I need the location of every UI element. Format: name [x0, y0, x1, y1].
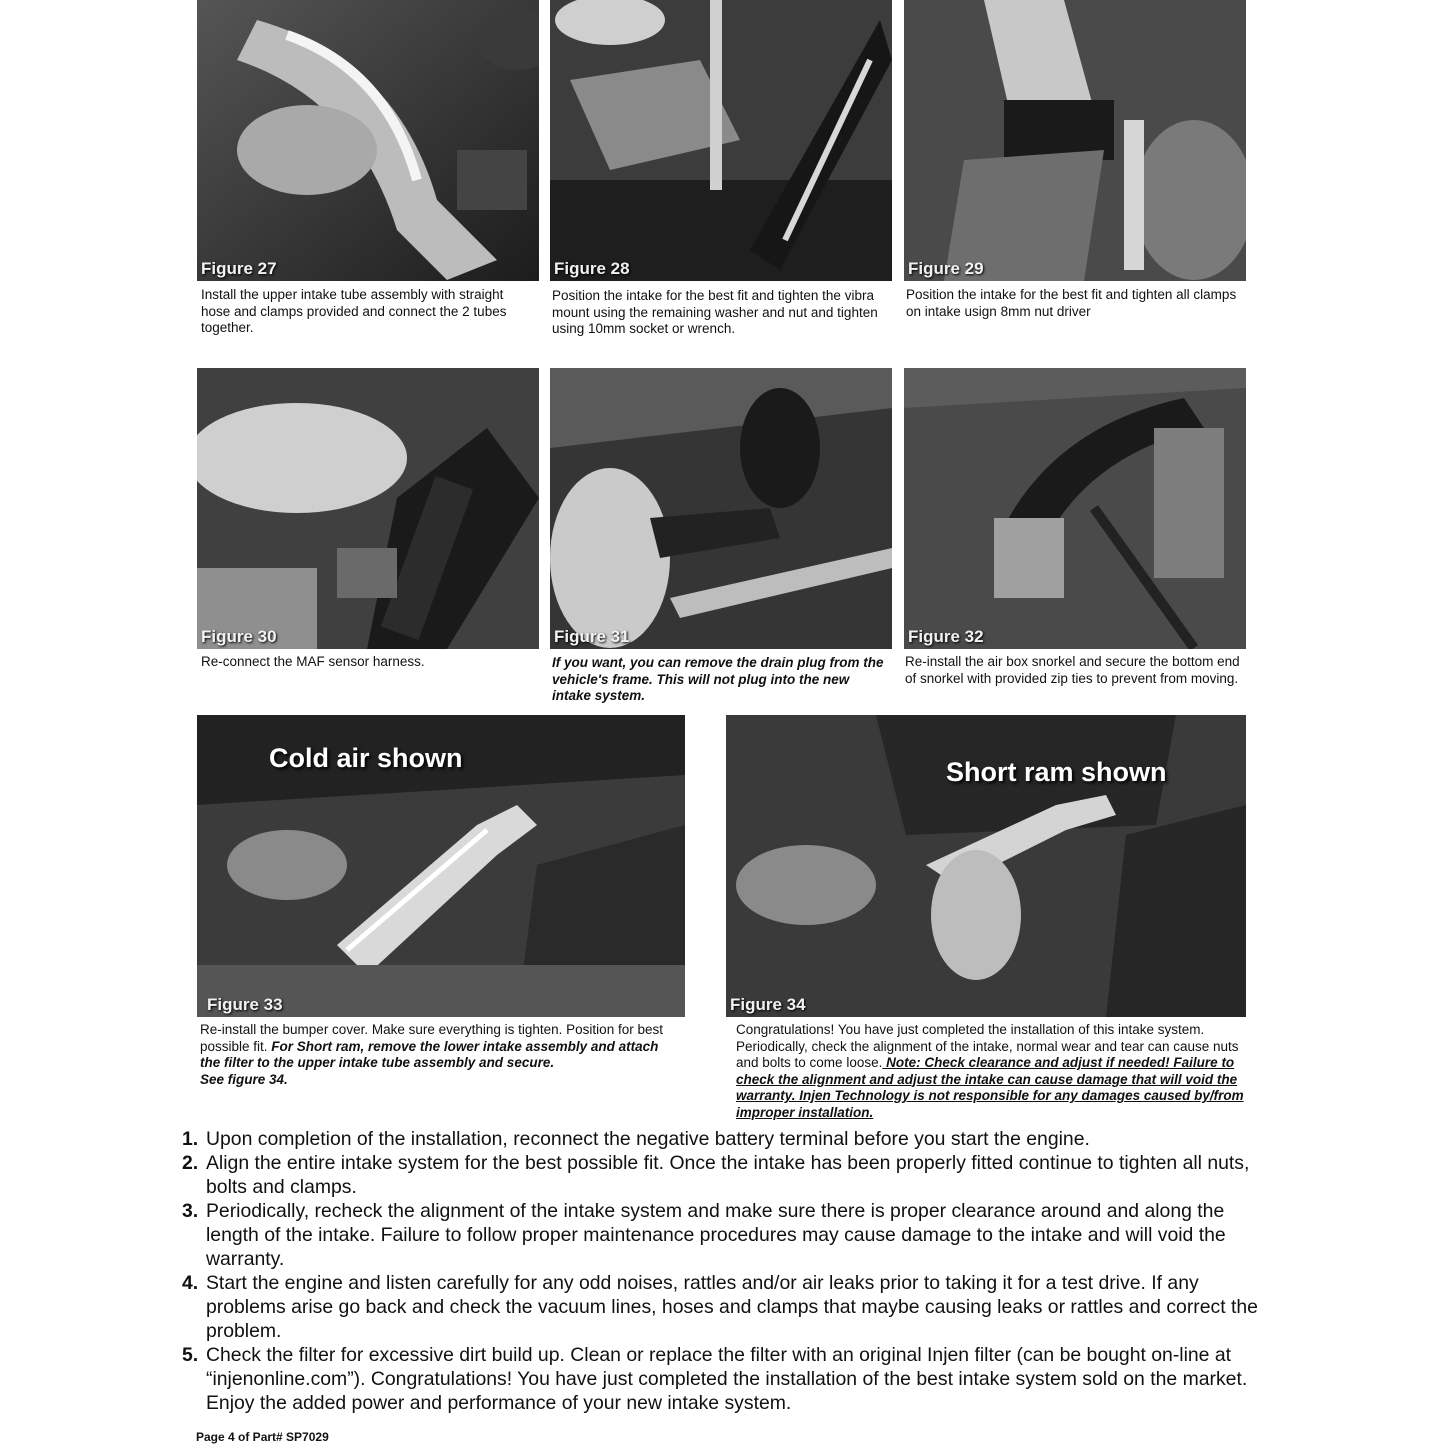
- figure-34-caption: [736, 1022, 1248, 1121]
- step-item: [182, 1343, 1272, 1415]
- figure-31-photo: [550, 368, 892, 649]
- figure-29-photo: [904, 0, 1246, 281]
- figure-33-caption-reference: See figure 34.: [200, 1071, 288, 1087]
- step-text: Start the engine and listen carefully for any odd noises, rattles and/or air leaks prior to taking it for a test drive. If any problems arise go back and check the vacuum lines, hoses and clamps that maybe causing leaks or rattles and correct the problem.: [206, 1272, 1258, 1342]
- figure-28-photo: [550, 0, 892, 281]
- figure-33-photo: [197, 715, 685, 1017]
- figure-label: Figure 28: [554, 259, 630, 278]
- page-footer: Page 4 of Part# SP7029: [196, 1430, 329, 1444]
- figure-label: Figure 27: [201, 259, 277, 278]
- step-item: [182, 1151, 1272, 1199]
- figure-label: Figure 30: [201, 627, 277, 646]
- step-text: Upon completion of the installation, reconnect the negative battery terminal before you start the engine.: [206, 1128, 1090, 1150]
- step-number: 5.: [182, 1344, 199, 1366]
- figure-label: Figure 31: [554, 627, 630, 646]
- instruction-steps: [182, 1127, 1272, 1415]
- figure-31-caption: [552, 655, 887, 705]
- figure-title: Short ram shown: [946, 757, 1167, 787]
- step-text: Check the filter for excessive dirt build up. Clean or replace the filter with an original Injen filter (can be bought on-line at “injenonline.com”). Congratulations! You have just completed the installation of the best intake system sold on the market. Enjoy the added power and performance of your new intake system.: [206, 1344, 1248, 1414]
- figure-title: Cold air shown: [269, 743, 463, 773]
- step-item: [182, 1271, 1272, 1343]
- figure-32-caption: Re-install the air box snorkel and secure the bottom end of snorkel with provided zip ties to prevent from moving.: [905, 654, 1240, 686]
- figure-34-caption-text: Congratulations! You have just completed the installation of this intake system. Periodically, check the alignment of the intake, normal wear and tear can cause nuts and bolts to come loose.: [736, 1022, 1239, 1070]
- figure-33-caption: [200, 1022, 680, 1088]
- step-number: 3.: [182, 1200, 199, 1222]
- step-number: 2.: [182, 1152, 199, 1174]
- step-number: 1.: [182, 1128, 199, 1150]
- figure-27-caption: Install the upper intake tube assembly with straight hose and clamps provided and connect the 2 tubes together.: [201, 287, 507, 335]
- figure-label: Figure 34: [730, 995, 806, 1014]
- figure-label: Figure 33: [207, 995, 283, 1014]
- figure-34-caption-note: Note: Check clearance and adjust if needed! Failure to check the alignment and adjust the intake can cause damage that will void the warranty. Injen Technology is not responsible for any damages caused by/from improper installation.: [736, 1055, 1244, 1120]
- figure-29-caption: Position the intake for the best fit and tighten all clamps on intake usign 8mm nut driver: [906, 287, 1237, 319]
- figure-34-photo: [726, 715, 1246, 1017]
- figure-30-photo: [197, 368, 539, 649]
- step-text: Align the entire intake system for the best possible fit. Once the intake has been properly fitted continue to tighten all nuts, bolts and clamps.: [206, 1152, 1250, 1198]
- figure-label: Figure 29: [908, 259, 984, 278]
- figure-33-caption-text: Re-install the bumper cover. Make sure everything is tighten. Position for best possible fit.: [200, 1022, 663, 1054]
- figure-label: Figure 32: [908, 627, 984, 646]
- step-item: [182, 1199, 1272, 1271]
- step-number: 4.: [182, 1272, 199, 1294]
- figure-33-caption-emphasis: For Short ram, remove the lower intake assembly and attach the filter to the upper intake tube assembly and secure.: [200, 1038, 659, 1070]
- figure-30-caption: Re-connect the MAF sensor harness.: [201, 654, 425, 669]
- step-item: [182, 1127, 1272, 1151]
- figure-31-caption-text: If you want, you can remove the drain plug from the vehicle's frame. This will not plug into the new intake system.: [552, 655, 884, 703]
- figure-32-photo: [904, 368, 1246, 649]
- figure-27-photo: [197, 0, 539, 281]
- figure-28-caption: Position the intake for the best fit and tighten the vibra mount using the remaining washer and nut and tighten using 10mm socket or wrench.: [552, 288, 878, 336]
- step-text: Periodically, recheck the alignment of the intake system and make sure there is proper clearance around and along the length of the intake. Failure to follow proper maintenance procedures may cause damage to the intake and will void the warranty.: [206, 1200, 1226, 1270]
